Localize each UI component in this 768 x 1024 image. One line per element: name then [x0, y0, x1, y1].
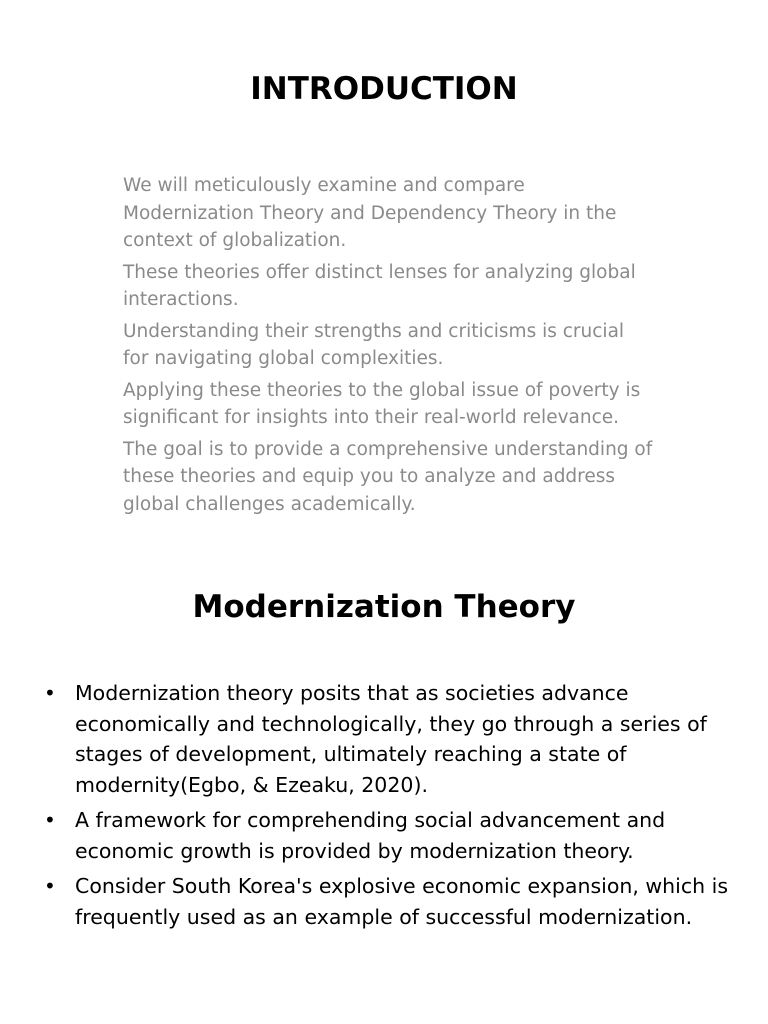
bullet-icon: •	[44, 681, 56, 705]
modernization-points	[40, 678, 740, 937]
modernization-theory-slide	[0, 560, 768, 1024]
introduction-points	[123, 172, 653, 522]
modernization-point-text: Modernization theory posits that as societies advance economically and technologically, they go through a series of stages of development, ultimately reaching a state of modernity(Egbo, & Ezeaku, 2020).	[75, 681, 707, 797]
modernization-title: Modernization Theory	[192, 589, 576, 625]
modernization-point	[40, 678, 740, 800]
bullet-icon: •	[44, 874, 56, 898]
introduction-title: INTRODUCTION	[250, 71, 518, 107]
modernization-point-text: Consider South Korea's explosive economic expansion, which is frequently used as an example of successful modernization.	[75, 874, 729, 929]
intro-point: Understanding their strengths and criticisms is crucial for navigating global complexities.	[123, 320, 625, 369]
intro-point: The goal is to provide a comprehensive understanding of these theories and equip you to analyze and address global challenges academically.	[123, 438, 653, 515]
bullet-icon: •	[44, 808, 56, 832]
intro-point: Applying these theories to the global issue of poverty is significant for insights into their real-world relevance.	[123, 379, 641, 428]
intro-point: These theories offer distinct lenses for analyzing global interactions.	[123, 261, 636, 310]
modernization-point	[40, 805, 740, 866]
intro-point: We will meticulously examine and compare Modernization Theory and Dependency Theory in the context of globalization.	[123, 175, 617, 251]
modernization-point	[40, 871, 740, 932]
modernization-point-text: A framework for comprehending social advancement and economic growth is provided by modernization theory.	[75, 808, 666, 863]
